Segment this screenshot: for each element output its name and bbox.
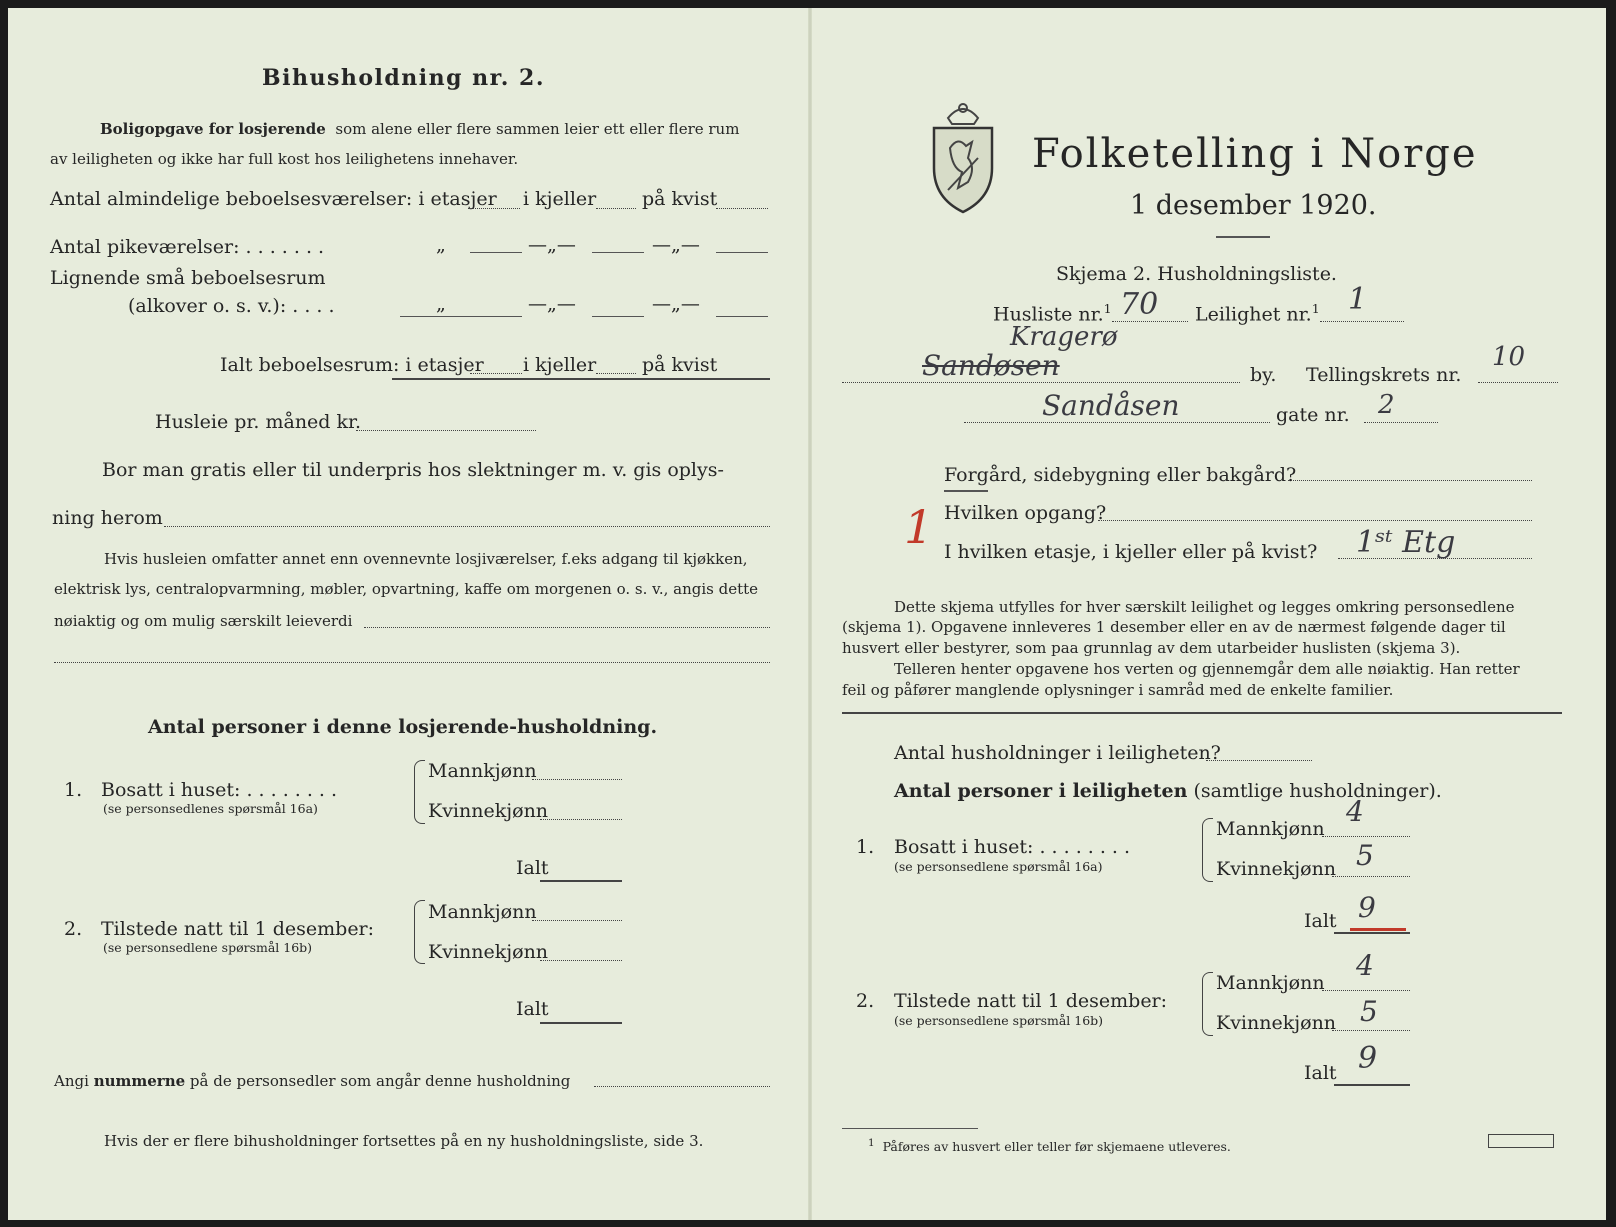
persons-title: Antal personer i denne losjerende-husholdning. xyxy=(148,716,658,738)
instruction-line-1: Dette skjema utfylles for hver særskilt leilighet og legges omkring personsedlene xyxy=(894,598,1515,616)
q2-brace xyxy=(414,900,425,964)
q2-total-field[interactable] xyxy=(540,1022,622,1024)
small-rooms-label-2: (alkover o. s. v.): . . . . xyxy=(128,295,335,317)
q1-male-label: Mannkjønn xyxy=(428,760,537,782)
q1-total-label: Ialt xyxy=(516,857,549,879)
rent-value-field[interactable] xyxy=(364,627,770,628)
etasje-value: 1ˢᵗ Etg xyxy=(1356,525,1456,560)
instruction-line-4: Telleren henter opgavene hos verten og gjennemgår dem alle nøiaktig. Han retter xyxy=(894,660,1520,678)
r-q2-male-label: Mannkjønn xyxy=(1216,972,1325,994)
q2-total-label: Ialt xyxy=(516,998,549,1020)
numbers-label: Angi nummerne på de personsedler som angår denne husholdning xyxy=(54,1072,571,1090)
ditto-mark: „ xyxy=(436,234,446,256)
rooms-kvist-field[interactable] xyxy=(716,208,768,209)
free-field[interactable] xyxy=(164,526,770,527)
krets-label: Tellingskrets nr. xyxy=(1306,364,1462,386)
ditto-mark: —„— xyxy=(528,293,576,315)
forgard-underline xyxy=(944,490,988,492)
leilighet-label: Leilighet nr.$^1$ xyxy=(1195,301,1320,326)
persons-heading: Antal personer i leiligheten (samtlige husholdninger). xyxy=(894,780,1442,802)
q1-total-field[interactable] xyxy=(540,880,622,882)
r-q1-total-value: 9 xyxy=(1358,891,1376,924)
form-date: 1 desember 1920. xyxy=(1130,190,1377,221)
rent-field[interactable] xyxy=(356,430,536,431)
intro-line-1: Boligopgave for losjerende som alene eller flere sammen leier ett eller flere rum xyxy=(100,120,740,138)
small-kvist-field[interactable] xyxy=(716,316,768,317)
instruction-line-2: (skjema 1). Opgavene innleveres 1 desember eller en av de nærmest følgende dager til xyxy=(842,618,1506,636)
street-value: Sandåsen xyxy=(1042,389,1180,422)
r-q1-brace xyxy=(1202,818,1213,882)
rooms-kjeller-field[interactable] xyxy=(596,208,636,209)
margin-mark: 1 xyxy=(904,500,934,554)
leilighet-value: 1 xyxy=(1348,282,1368,317)
r-q1-sub: (se personsedlene spørsmål 16a) xyxy=(894,859,1103,874)
q1-sub: (se personsedlenes spørsmål 16a) xyxy=(103,801,318,816)
total-kjeller-field[interactable] xyxy=(596,373,636,374)
r-q2-number: 2. xyxy=(856,990,875,1012)
q1-brace xyxy=(414,760,425,824)
instruction-line-5: feil og påfører manglende oplysninger i samråd med de enkelte familier. xyxy=(842,681,1394,699)
q1-number: 1. xyxy=(64,779,83,801)
q2-male-label: Mannkjønn xyxy=(428,901,537,923)
intro-line-2: av leiligheten og ikke har full kost hos leilighetens innehaver. xyxy=(50,150,519,168)
section-divider xyxy=(842,712,1562,714)
by-label: by. xyxy=(1250,364,1277,386)
rooms-kjeller-label: i kjeller xyxy=(523,188,597,210)
opgang-field[interactable] xyxy=(1098,520,1532,521)
etasje-label: I hvilken etasje, i kjeller eller på kvist? xyxy=(944,541,1318,563)
q1-female-label: Kvinnekjønn xyxy=(428,800,549,822)
maid-etasjer-field[interactable] xyxy=(470,252,522,253)
footnote: $^1$ Påføres av husvert eller teller før skjemaene utleveres. xyxy=(868,1137,1231,1155)
r-q2-label: Tilstede natt til 1 desember: xyxy=(894,990,1168,1012)
rent-incl-3: nøiaktig og om mulig særskilt leieverdi xyxy=(54,612,353,630)
forgard-field[interactable] xyxy=(1288,480,1532,481)
instruction-line-3: husvert eller bestyrer, som paa grunnlag av dem utarbeider huslisten (skjema 3). xyxy=(842,639,1461,657)
q1-male-field[interactable] xyxy=(532,779,622,780)
schema-label: Skjema 2. Husholdningsliste. xyxy=(1056,263,1337,285)
r-q1-female-value: 5 xyxy=(1356,839,1374,872)
forgard-label: Forgård, sidebygning eller bakgård? xyxy=(944,464,1297,486)
small-rooms-label-1: Lignende små beboelsesrum xyxy=(50,267,326,289)
r-q1-total-label: Ialt xyxy=(1304,910,1337,932)
q2-sub: (se personsedlene spørsmål 16b) xyxy=(103,940,313,955)
maid-rooms-label: Antal pikeværelser: . . . . . . . xyxy=(50,236,325,258)
r-q1-female-label: Kvinnekjønn xyxy=(1216,858,1337,880)
r-q2-brace xyxy=(1202,972,1213,1036)
total-kvist-label: på kvist xyxy=(642,354,718,376)
opgang-label: Hvilken opgang? xyxy=(944,502,1107,524)
numbers-field[interactable] xyxy=(594,1086,770,1087)
krets-field[interactable] xyxy=(1478,382,1558,383)
small-etasjer-field[interactable] xyxy=(400,316,522,317)
r-q2-female-label: Kvinnekjønn xyxy=(1216,1012,1337,1034)
maid-kvist-field[interactable] xyxy=(716,252,768,253)
gate-value: 2 xyxy=(1378,390,1395,420)
rooms-label: Antal almindelige beboelsesværelser: i etasjer xyxy=(50,188,497,210)
rent-label: Husleie pr. måned kr. xyxy=(155,411,362,433)
gate-field[interactable] xyxy=(1364,422,1438,423)
ditto-mark: „ xyxy=(436,293,446,315)
q2-female-label: Kvinnekjønn xyxy=(428,941,549,963)
maid-kjeller-field[interactable] xyxy=(592,252,644,253)
ditto-mark: —„— xyxy=(652,293,700,315)
city-struck-value: Sandøsen xyxy=(922,349,1060,382)
r-q2-male-value: 4 xyxy=(1356,949,1374,982)
r-q2-female-field[interactable] xyxy=(1332,1030,1410,1031)
page-fold xyxy=(808,8,812,1220)
r-q2-female-value: 5 xyxy=(1360,995,1378,1028)
r-q2-total-label: Ialt xyxy=(1304,1062,1337,1084)
ditto-mark: —„— xyxy=(652,234,700,256)
total-rooms-rule xyxy=(392,378,770,380)
total-etasjer-field[interactable] xyxy=(470,373,522,374)
city-field[interactable] xyxy=(842,382,1240,383)
street-field[interactable] xyxy=(964,422,1270,423)
small-kjeller-field[interactable] xyxy=(592,316,644,317)
leilighet-field[interactable] xyxy=(1320,321,1404,322)
title-divider xyxy=(1216,236,1270,238)
footnote-rule xyxy=(842,1128,978,1129)
coat-of-arms-icon xyxy=(928,98,998,216)
households-field[interactable] xyxy=(1206,760,1312,761)
total-rooms-label: Ialt beboelsesrum: i etasjer xyxy=(220,354,484,376)
rooms-kvist-label: på kvist xyxy=(642,188,718,210)
free-line-2: ning herom xyxy=(52,507,163,529)
q2-label: Tilstede natt til 1 desember: xyxy=(101,918,375,940)
q2-number: 2. xyxy=(64,918,83,940)
r-q2-sub: (se personsedlene spørsmål 16b) xyxy=(894,1013,1104,1028)
left-title: Bihusholdning nr. 2. xyxy=(262,65,545,91)
form-title: Folketelling i Norge xyxy=(1032,131,1478,177)
r-q1-total-red-underline xyxy=(1350,928,1406,931)
printer-stamp xyxy=(1488,1134,1554,1148)
rent-incl-1: Hvis husleien omfatter annet enn ovennevnte losjiværelser, f.eks adgang til kjøkken, xyxy=(104,550,748,568)
q2-female-field[interactable] xyxy=(540,960,622,961)
q1-female-field[interactable] xyxy=(540,819,622,820)
total-kjeller-label: i kjeller xyxy=(523,354,597,376)
r-q1-female-field[interactable] xyxy=(1332,876,1410,877)
households-label: Antal husholdninger i leiligheten? xyxy=(894,742,1221,764)
q1-label: Bosatt i huset: . . . . . . . . xyxy=(101,779,338,801)
rent-incl-2: elektrisk lys, centralopvarmning, møbler, opvartning, kaffe om morgenen o. s. v., angis dette xyxy=(54,580,759,598)
r-q1-number: 1. xyxy=(856,836,875,858)
r-q1-label: Bosatt i huset: . . . . . . . . xyxy=(894,836,1131,858)
r-q1-total-field[interactable] xyxy=(1334,932,1410,934)
r-q1-male-label: Mannkjønn xyxy=(1216,818,1325,840)
krets-value: 10 xyxy=(1492,342,1526,372)
r-q1-male-field[interactable] xyxy=(1322,836,1410,837)
r-q2-total-field[interactable] xyxy=(1334,1084,1410,1086)
gate-label: gate nr. xyxy=(1276,404,1350,426)
ditto-mark: —„— xyxy=(528,234,576,256)
q2-male-field[interactable] xyxy=(532,920,622,921)
city-value: Kragerø xyxy=(1010,322,1118,352)
husliste-label: Husliste nr.$^1$ xyxy=(993,301,1112,326)
husliste-value: 70 xyxy=(1120,287,1159,322)
rent-extra-field[interactable] xyxy=(54,662,770,663)
free-line-1: Bor man gratis eller til underpris hos slektninger m. v. gis oplys- xyxy=(102,459,724,481)
left-footer: Hvis der er flere bihusholdninger fortsettes på en ny husholdningsliste, side 3. xyxy=(104,1132,704,1150)
rooms-etasjer-field[interactable] xyxy=(468,208,520,209)
r-q2-total-value: 9 xyxy=(1358,1041,1378,1076)
r-q2-male-field[interactable] xyxy=(1322,990,1410,991)
r-q1-male-value: 4 xyxy=(1346,795,1364,828)
